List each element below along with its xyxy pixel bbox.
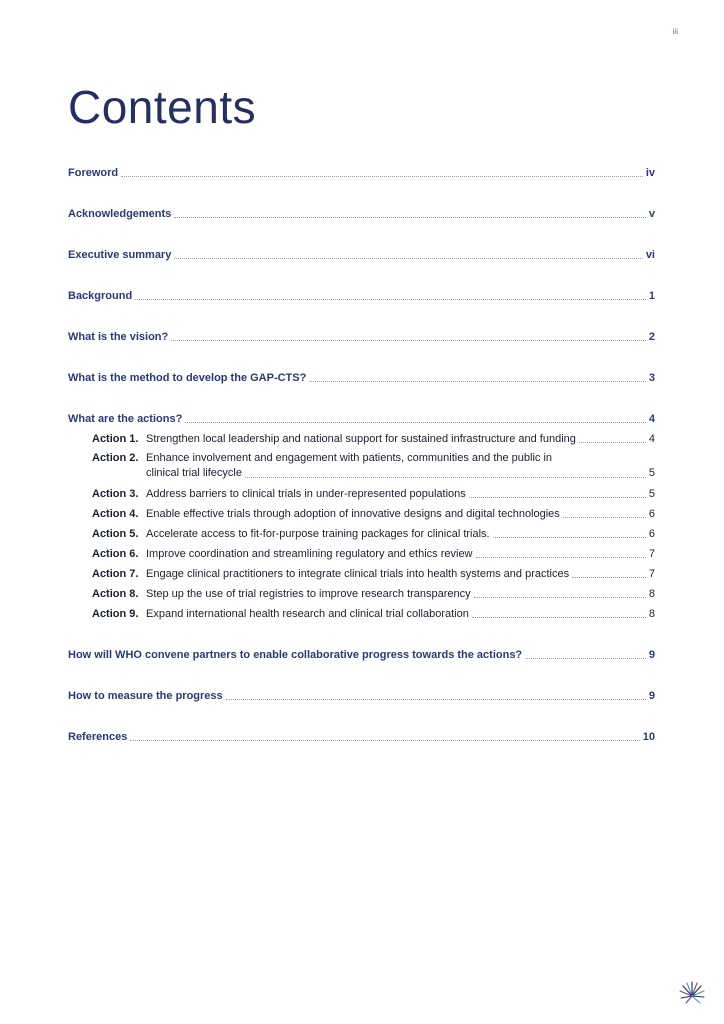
action-number: Action 8. — [92, 588, 139, 600]
toc-action-1[interactable] — [68, 432, 655, 446]
toc-entry-executive-summary[interactable] — [68, 248, 655, 262]
toc-action-8[interactable] — [68, 587, 655, 601]
action-title: Strengthen local leadership and national support for sustained infrastructure and funding — [146, 433, 576, 445]
dot-leader — [579, 441, 646, 443]
dot-leader — [130, 739, 639, 741]
dot-leader — [572, 576, 646, 578]
toc-entry-page: 4 — [648, 433, 655, 445]
action-number: Action 9. — [92, 608, 139, 620]
dot-leader — [135, 298, 646, 300]
toc-entry-page: iv — [645, 167, 655, 179]
toc-entry-vision[interactable] — [68, 330, 655, 344]
toc-entry-page: 2 — [648, 331, 655, 343]
toc-entry-page: 1 — [648, 290, 655, 302]
toc-action-3[interactable] — [68, 487, 655, 501]
toc-action-6[interactable] — [68, 547, 655, 561]
toc-entry-page: vi — [645, 249, 655, 261]
toc-entry-label: Background — [68, 290, 133, 302]
dot-leader — [245, 477, 646, 478]
action-title: Enable effective trials through adoption of innovative designs and digital technologies — [146, 508, 560, 520]
dot-leader — [309, 380, 646, 382]
toc-entry-page: 5 — [648, 488, 655, 500]
toc-entry-method[interactable] — [68, 371, 655, 385]
toc-entry-label: How will WHO convene partners to enable collaborative progress towards the actions? — [68, 649, 523, 661]
toc-action-4[interactable] — [68, 507, 655, 521]
toc-entry-page: 8 — [648, 608, 655, 620]
toc-entry-page: 8 — [648, 588, 655, 600]
page-title: Contents — [68, 81, 257, 133]
toc-entry-references[interactable] — [68, 730, 655, 744]
toc-action-2[interactable] — [68, 451, 655, 481]
toc-entry-page: 9 — [648, 649, 655, 661]
action-number: Action 2. — [92, 452, 139, 464]
action-title: Improve coordination and streamlining regulatory and ethics review — [146, 548, 473, 560]
dot-leader — [493, 536, 646, 538]
toc-entry-label: What is the vision? — [68, 331, 169, 343]
toc-action-5[interactable] — [68, 527, 655, 541]
toc-entry-label: What are the actions? — [68, 413, 183, 425]
dot-leader — [174, 216, 646, 218]
action-title: Step up the use of trial registries to improve research transparency — [146, 588, 471, 600]
toc-entry-label: Executive summary — [68, 249, 172, 261]
toc-action-7[interactable] — [68, 567, 655, 581]
toc-entry-page: v — [648, 208, 655, 220]
action-number: Action 5. — [92, 528, 139, 540]
toc-entry-page: 9 — [648, 690, 655, 702]
dot-leader — [472, 616, 646, 618]
dot-leader — [474, 596, 646, 598]
dot-leader — [174, 257, 642, 259]
toc-entry-page: 6 — [648, 528, 655, 540]
action-title: Accelerate access to fit-for-purpose training packages for clinical trials. — [146, 528, 490, 540]
toc-entry-actions[interactable] — [68, 412, 655, 426]
toc-entry-page: 6 — [648, 508, 655, 520]
toc-entry-label: References — [68, 731, 128, 743]
toc-action-9[interactable] — [68, 607, 655, 621]
toc-entry-label: Acknowledgements — [68, 208, 172, 220]
toc-entry-background[interactable] — [68, 289, 655, 303]
dot-leader — [469, 496, 646, 498]
toc-entry-acknowledgements[interactable] — [68, 207, 655, 221]
toc-entry-page: 4 — [648, 413, 655, 425]
action-number: Action 6. — [92, 548, 139, 560]
toc-entry-label: Foreword — [68, 167, 119, 179]
who-starburst-icon — [678, 978, 706, 1006]
toc-entry-page: 7 — [648, 548, 655, 560]
action-title: Enhance involvement and engagement with patients, communities and the public in — [146, 452, 553, 464]
toc-entry-label: What is the method to develop the GAP-CTS? — [68, 372, 307, 384]
dot-leader — [171, 339, 646, 341]
dot-leader — [525, 657, 646, 659]
dot-leader — [563, 516, 646, 518]
page-number: iii — [672, 27, 678, 36]
action-number: Action 1. — [92, 433, 139, 445]
action-number: Action 3. — [92, 488, 139, 500]
toc-entry-convene-partners[interactable] — [68, 648, 655, 662]
table-of-contents — [68, 166, 655, 744]
dot-leader — [185, 421, 646, 423]
dot-leader — [476, 556, 646, 558]
toc-entry-page: 5 — [648, 467, 655, 479]
action-title: Expand international health research and clinical trial collaboration — [146, 608, 469, 620]
action-title: Address barriers to clinical trials in under-represented populations — [146, 488, 466, 500]
toc-entry-page: 7 — [648, 568, 655, 580]
action-number: Action 4. — [92, 508, 139, 520]
dot-leader — [226, 698, 646, 700]
toc-entry-measure-progress[interactable] — [68, 689, 655, 703]
toc-entry-page: 10 — [642, 731, 655, 743]
action-number: Action 7. — [92, 568, 139, 580]
toc-entry-page: 3 — [648, 372, 655, 384]
toc-entry-foreword[interactable] — [68, 166, 655, 180]
action-title-continued: clinical trial lifecycle — [146, 467, 242, 479]
toc-entry-label: How to measure the progress — [68, 690, 223, 702]
dot-leader — [121, 175, 643, 177]
action-title: Engage clinical practitioners to integrate clinical trials into health systems and practices — [146, 568, 570, 580]
